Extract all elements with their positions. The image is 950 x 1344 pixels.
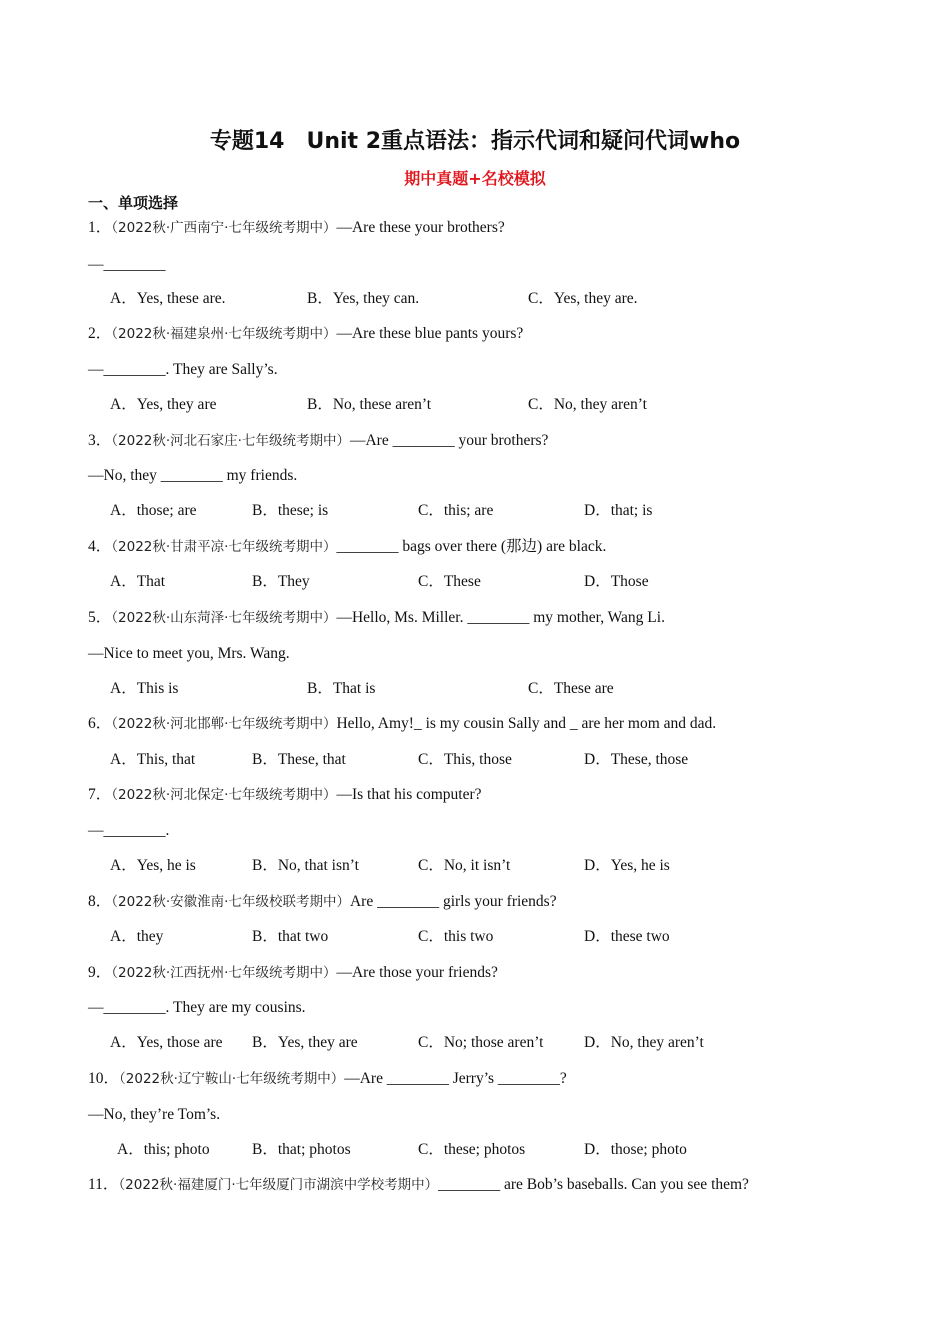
question-source: （2022秋·辽宁鞍山·七年级统考期中） [119,1071,345,1087]
question-8-option-a: A．they [110,928,164,945]
question-9-option-a: A．Yes, those are [110,1034,223,1051]
question-text: —Are these blue pants yours? [336,325,524,342]
question-source: （2022秋·福建厦门·七年级厦门市湖滨中学校考期中） [118,1177,439,1193]
question-10-option-a: A．this; photo [117,1141,210,1158]
question-1-option-c: C．Yes, they are. [528,290,638,307]
question-number: 2． [88,325,112,342]
question-text: —Are those your friends? [336,964,498,981]
question-8-option-b: B．that two [252,928,329,945]
question-2-option-a: A．Yes, they are [110,396,217,413]
section-heading: 一、单项选择 [88,194,179,212]
question-5-option-c: C．These are [528,680,614,697]
question-7-line-2: —________. [88,822,170,839]
question-10-stem [88,1069,567,1089]
question-7-option-d: D．Yes, he is [584,857,670,874]
question-9-option-c: C．No; those aren’t [418,1034,544,1051]
question-10-option-b: B．that; photos [252,1141,351,1158]
question-3-option-d: D．that; is [584,502,653,519]
question-7-option-c: C．No, it isn’t [418,857,511,874]
question-text: Hello, Amy!_ is my cousin Sally and _ are her mom and dad. [336,715,717,732]
question-1-line-2: —________ [88,256,166,273]
question-5-line-2: —Nice to meet you, Mrs. Wang. [88,645,290,662]
question-number: 1． [88,219,112,236]
question-text: Are ________ girls your friends? [349,893,557,910]
question-9-option-d: D．No, they aren’t [584,1034,704,1051]
question-source: （2022秋·江西抚州·七年级统考期中） [111,965,337,981]
question-text: —Are ________ Jerry’s ________? [344,1070,567,1087]
question-2-option-b: B．No, these aren’t [307,396,432,413]
question-6-option-a: A．This, that [110,751,196,768]
question-source: （2022秋·广西南宁·七年级统考期中） [111,220,337,236]
question-11-stem [88,1175,749,1195]
question-7-stem [88,785,482,805]
question-4-option-d: D．Those [584,573,649,590]
question-text: —Are these your brothers? [336,219,505,236]
question-3-stem [88,431,548,451]
question-number: 6． [88,715,112,732]
question-number: 5． [88,609,112,626]
question-number: 7． [88,786,112,803]
question-6-option-b: B．These, that [252,751,346,768]
question-number: 8． [88,893,112,910]
question-source: （2022秋·河北邯郸·七年级统考期中） [111,716,337,732]
page-title: 专题14 Unit 2重点语法：指示代词和疑问代词who [209,129,741,154]
question-text: —Hello, Ms. Miller. ________ my mother, Wang Li. [336,609,665,626]
question-number: 3． [88,432,112,449]
question-7-option-a: A．Yes, he is [110,857,196,874]
question-source: （2022秋·福建泉州·七年级统考期中） [111,326,337,342]
question-4-option-b: B．They [252,573,310,590]
question-3-option-c: C．this; are [418,502,494,519]
question-text: ________ bags over there (那边) are black. [336,538,607,555]
question-number: 10． [88,1070,120,1087]
question-number: 9． [88,964,112,981]
question-1-stem [88,218,505,238]
question-9-stem [88,963,498,983]
question-10-option-c: C．these; photos [418,1141,526,1158]
question-8-option-c: C．this two [418,928,494,945]
question-6-option-d: D．These, those [584,751,689,768]
question-7-option-b: B．No, that isn’t [252,857,359,874]
question-3-option-a: A．those; are [110,502,197,519]
question-3-option-b: B．these; is [252,502,329,519]
question-4-option-c: C．These [418,573,481,590]
question-5-option-a: A．This is [110,680,179,697]
question-2-stem [88,324,523,344]
question-6-option-c: C．This, those [418,751,512,768]
question-3-line-2: —No, they ________ my friends. [88,467,298,484]
question-8-option-d: D．these two [584,928,670,945]
question-4-stem [88,537,606,557]
question-number: 4． [88,538,112,555]
page-subtitle: 期中真题+名校模拟 [404,169,546,188]
question-2-option-c: C．No, they aren’t [528,396,647,413]
question-text: —Is that his computer? [336,786,482,803]
question-source: （2022秋·安徽淮南·七年级校联考期中） [111,894,350,910]
question-10-line-2: —No, they’re Tom’s. [88,1106,221,1123]
question-source: （2022秋·山东菏泽·七年级统考期中） [111,610,337,626]
question-number: 11． [88,1176,119,1193]
question-source: （2022秋·河北保定·七年级统考期中） [111,787,337,803]
question-1-option-b: B．Yes, they can. [307,290,420,307]
question-2-line-2: —________. They are Sally’s. [88,361,278,378]
question-9-line-2: —________. They are my cousins. [88,999,306,1016]
question-10-option-d: D．those; photo [584,1141,687,1158]
question-1-option-a: A．Yes, these are. [110,290,226,307]
question-source: （2022秋·河北石家庄·七年级统考期中） [111,433,350,449]
question-8-stem [88,892,557,912]
question-5-stem [88,608,665,628]
question-text: —Are ________ your brothers? [349,432,549,449]
question-5-option-b: B．That is [307,680,376,697]
question-source: （2022秋·甘肃平凉·七年级统考期中） [111,539,337,555]
question-4-option-a: A．That [110,573,166,590]
question-6-stem [88,714,716,734]
question-text: ________ are Bob’s baseballs. Can you see them? [438,1176,749,1193]
question-9-option-b: B．Yes, they are [252,1034,358,1051]
